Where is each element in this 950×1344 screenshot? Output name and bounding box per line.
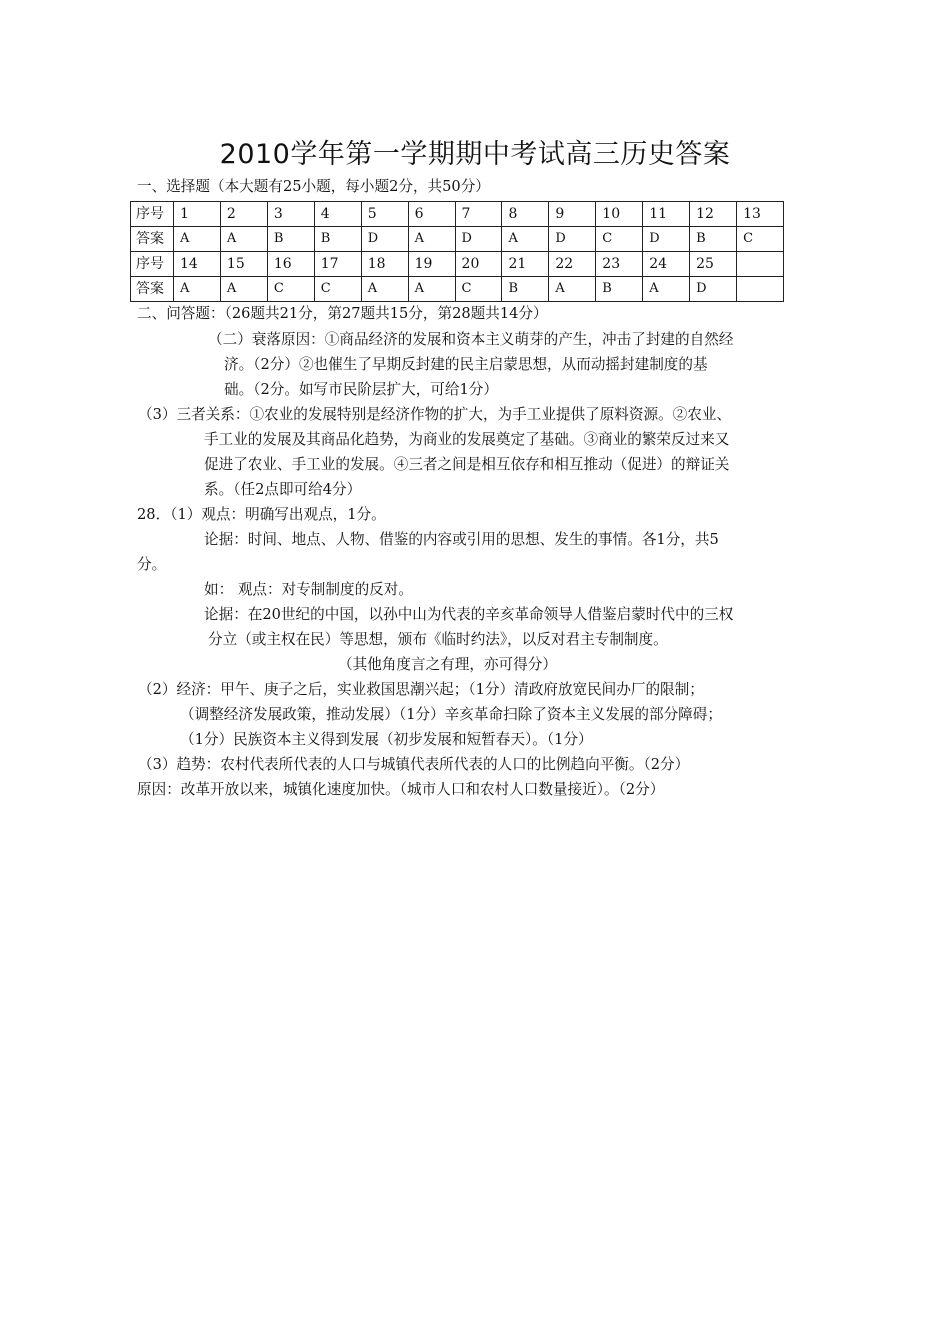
question-number: 23: [596, 252, 643, 277]
answer-cell: [737, 277, 784, 302]
answer-cell: D: [361, 227, 408, 252]
text-line: 础。（2分。如写市民阶层扩大，可给1分）: [224, 381, 498, 398]
text-line: （二）衰落原因：①商品经济的发展和资本主义萌芽的产生，冲击了封建的自然经: [208, 331, 734, 348]
answer-cell: B: [596, 277, 643, 302]
page-title: 2010学年第一学期期中考试高三历史答案: [219, 139, 731, 170]
question-number: 11: [643, 202, 690, 227]
text-line: 系。（任2点即可给4分）: [204, 481, 362, 498]
text-line: 论据：时间、地点、人物、借鉴的内容或引用的思想、发生的事情。各1分，共5: [204, 531, 719, 548]
question-number: 6: [408, 202, 455, 227]
answer-cell: B: [502, 277, 549, 302]
answer-table: [130, 201, 784, 302]
question-number: 3: [267, 202, 314, 227]
answer-cell: D: [690, 277, 737, 302]
row-label-answer: 答案: [131, 277, 174, 302]
text-line: （调整经济发展政策，推动发展）（1分）辛亥革命扫除了资本主义发展的部分障碍；: [180, 706, 722, 723]
question-number: 9: [549, 202, 596, 227]
answer-cell: C: [455, 277, 502, 302]
text-line: 论据：在20世纪的中国，以孙中山为代表的辛亥革命领导人借鉴启蒙时代中的三权: [204, 606, 734, 623]
answer-cell: A: [174, 227, 221, 252]
answer-cell: A: [361, 277, 408, 302]
answer-cell: A: [643, 277, 690, 302]
question-number: 24: [643, 252, 690, 277]
question-number: 8: [502, 202, 549, 227]
answer-cell: C: [267, 277, 314, 302]
answer-cell: A: [408, 277, 455, 302]
question-number: 21: [502, 252, 549, 277]
question-number: 7: [455, 202, 502, 227]
table-row: [131, 227, 784, 252]
question-number: 16: [267, 252, 314, 277]
answer-cell: B: [314, 227, 361, 252]
text-line: 手工业的发展及其商品化趋势，为商业的发展奠定了基础。③商业的繁荣反过来又: [204, 431, 730, 448]
text-line: （3）趋势：农村代表所代表的人口与城镇代表所代表的人口的比例趋向平衡。（2分）: [138, 756, 690, 773]
row-label-number: 序号: [131, 202, 174, 227]
question-number: 15: [220, 252, 267, 277]
section2-heading: 二、问答题：（26题共21分，第27题共15分，第28题共14分）: [137, 305, 548, 322]
text-line: 如： 观点：对专制制度的反对。: [204, 581, 413, 598]
row-label-number: 序号: [131, 252, 174, 277]
question-number: [737, 252, 784, 277]
table-row: [131, 277, 784, 302]
table-row: [131, 202, 784, 227]
question-number: 20: [455, 252, 502, 277]
answer-cell: D: [643, 227, 690, 252]
question-number: 14: [174, 252, 221, 277]
question-number: 2: [220, 202, 267, 227]
question-number: 18: [361, 252, 408, 277]
answer-cell: D: [455, 227, 502, 252]
answer-cell: B: [690, 227, 737, 252]
text-line: （其他角度言之有理，亦可得分）: [338, 656, 557, 673]
answer-cell: C: [596, 227, 643, 252]
row-label-answer: 答案: [131, 227, 174, 252]
question-number: 12: [690, 202, 737, 227]
answer-cell: A: [502, 227, 549, 252]
answer-cell: B: [267, 227, 314, 252]
text-line: 原因：改革开放以来，城镇化速度加快。（城市人口和农村人口数量接近）。（2分）: [137, 781, 665, 798]
text-line: 促进了农业、手工业的发展。④三者之间是相互依存和相互推动（促进）的辩证关: [204, 456, 730, 473]
question-number: 25: [690, 252, 737, 277]
answer-cell: A: [220, 277, 267, 302]
question-number: 10: [596, 202, 643, 227]
answer-cell: C: [314, 277, 361, 302]
answer-cell: A: [549, 277, 596, 302]
text-line: （3）三者关系：①农业的发展特别是经济作物的扩大，为手工业提供了原料资源。②农业、: [138, 406, 732, 423]
text-line: （2）经济：甲午、庚子之后，实业救国思潮兴起；（1分）清政府放宽民间办厂的限制；: [138, 681, 704, 698]
text-line: 分立（或主权在民）等思想，颁布《临时约法》，以反对君主专制制度。: [208, 631, 668, 648]
answer-cell: A: [408, 227, 455, 252]
text-line: （1分）民族资本主义得到发展（初步发展和短暂春天）。（1分）: [180, 731, 593, 748]
text-line: 济。（2分）②也催生了早期反封建的民主启蒙思想，从而动摇封建制度的基: [224, 356, 708, 373]
question-number: 22: [549, 252, 596, 277]
answer-cell: A: [220, 227, 267, 252]
text-line: 28．（1）观点：明确写出观点，1分。: [137, 506, 386, 523]
section1-heading: 一、选择题（本大题有25小题，每小题2分，共50分）: [137, 178, 490, 195]
table-row: [131, 252, 784, 277]
answer-cell: D: [549, 227, 596, 252]
answer-cell: A: [174, 277, 221, 302]
question-number: 17: [314, 252, 361, 277]
question-number: 4: [314, 202, 361, 227]
question-number: 19: [408, 252, 455, 277]
question-number: 1: [174, 202, 221, 227]
answer-cell: C: [737, 227, 784, 252]
question-number: 13: [737, 202, 784, 227]
text-line: 分。: [137, 556, 167, 573]
question-number: 5: [361, 202, 408, 227]
